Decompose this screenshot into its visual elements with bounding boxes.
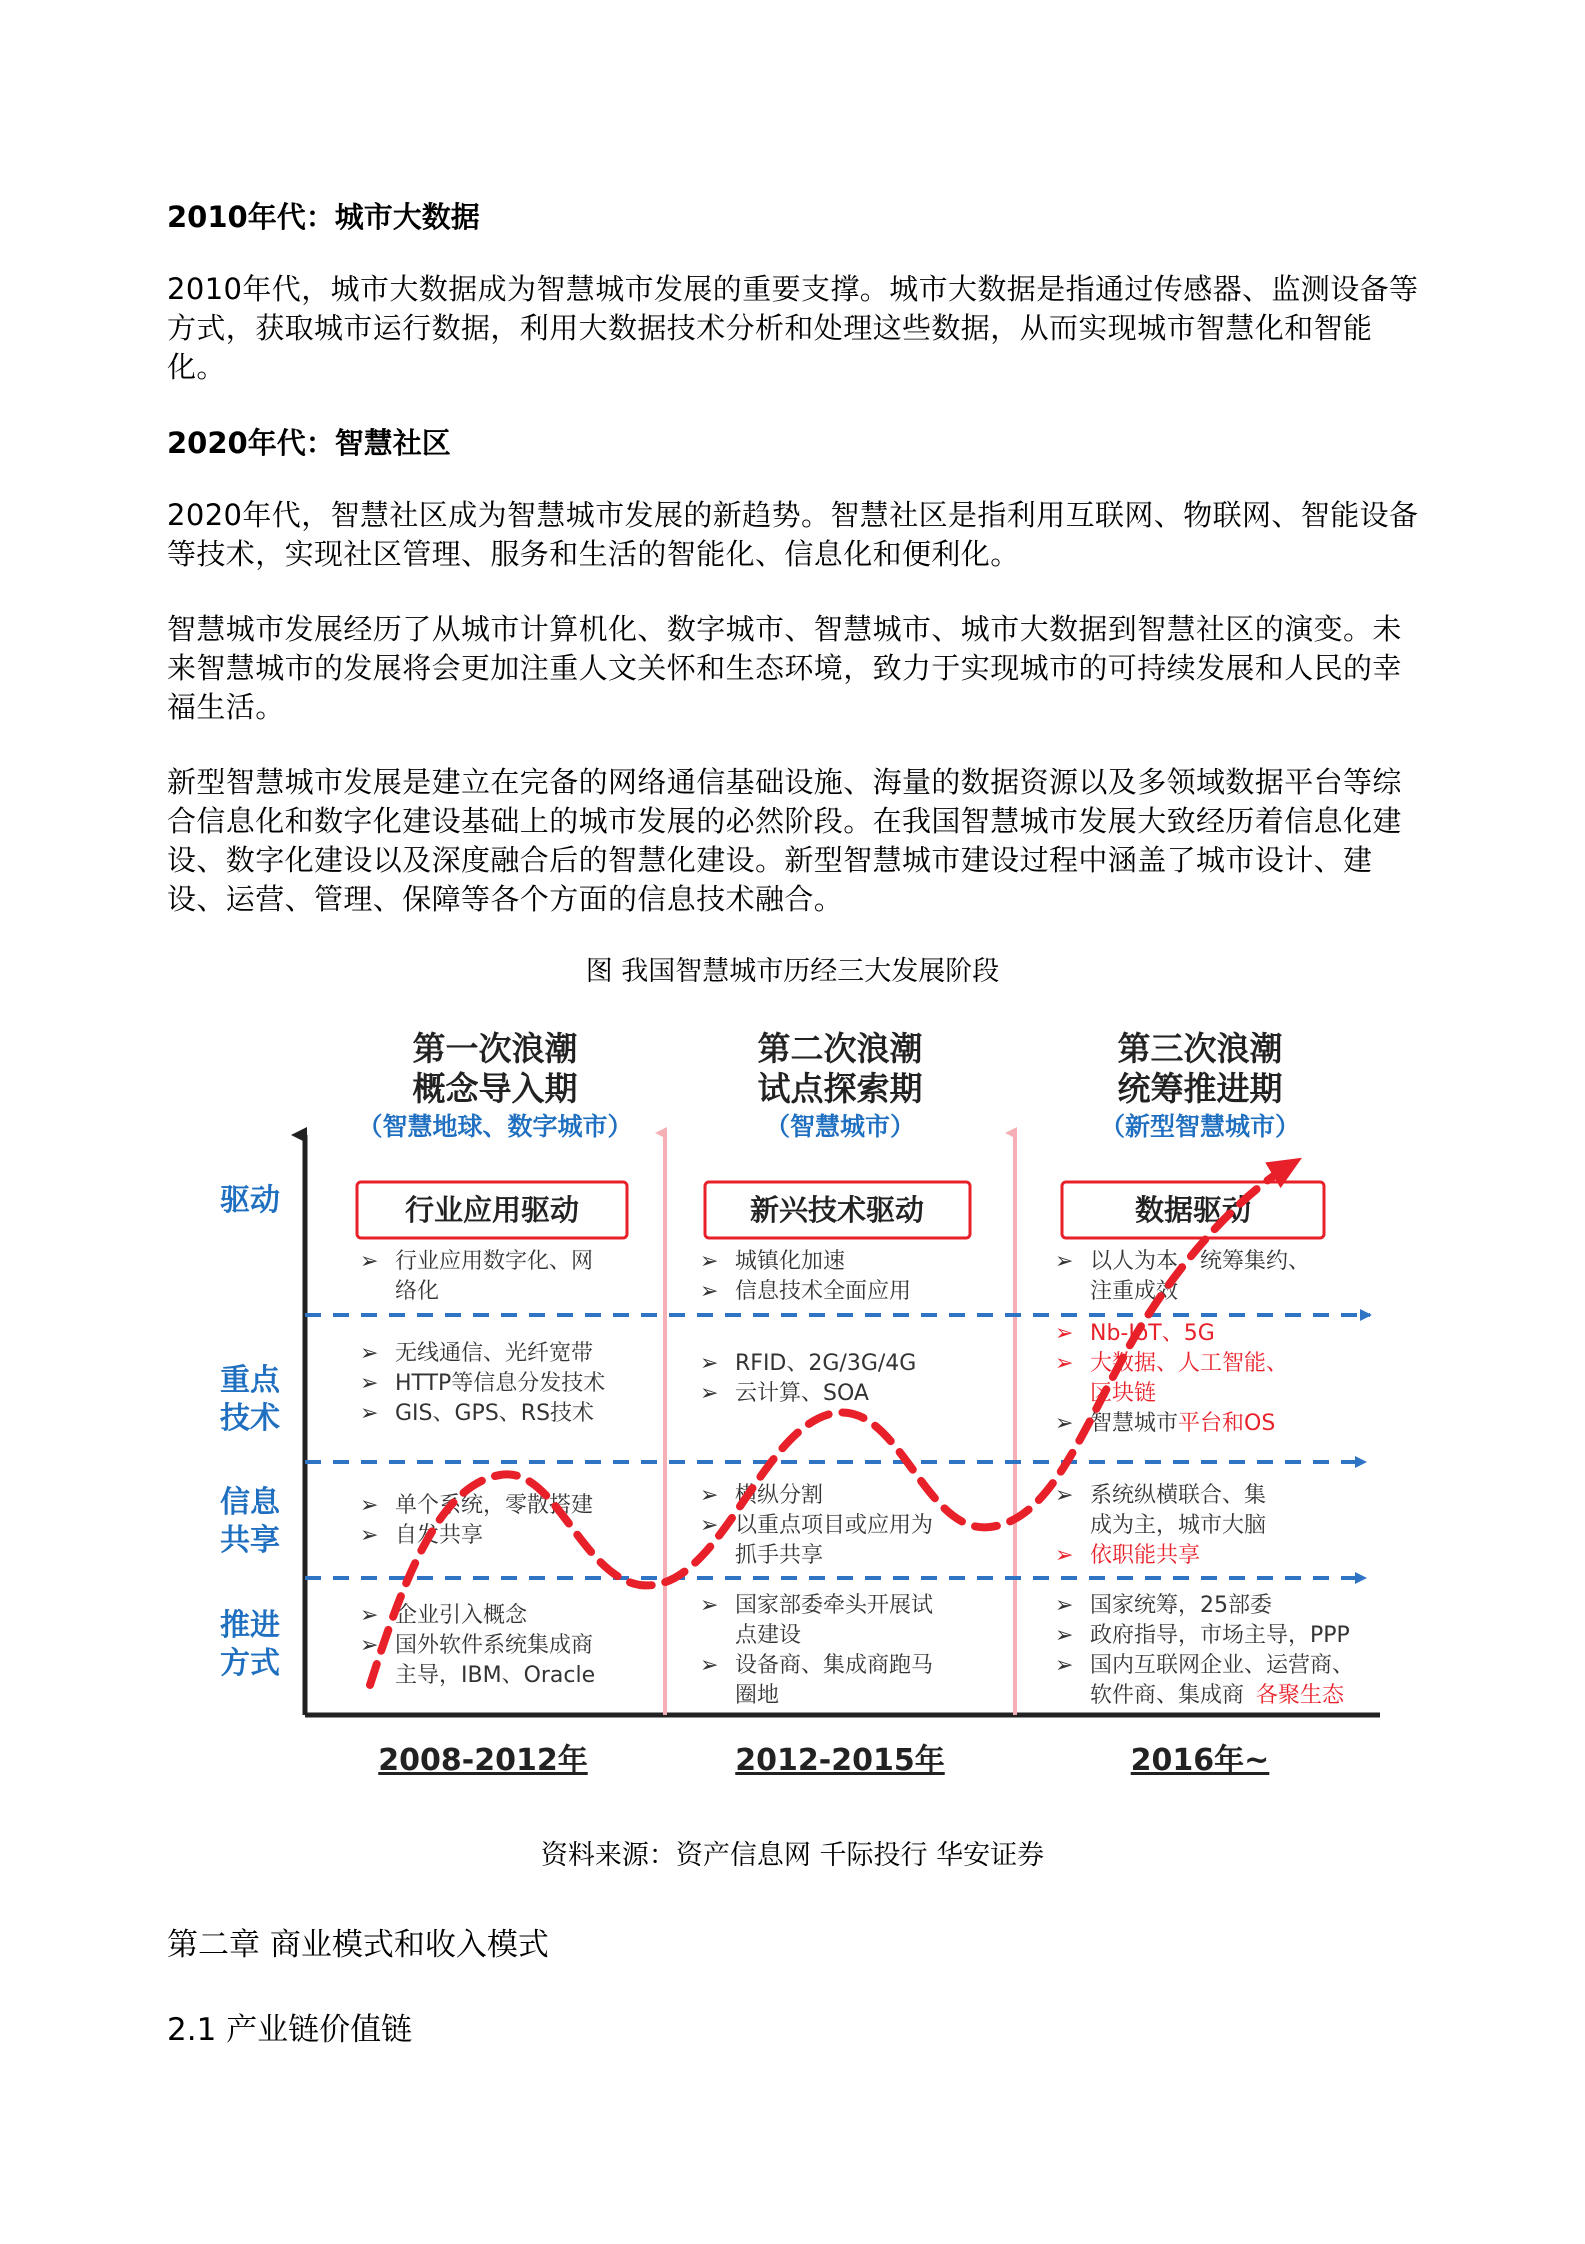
- bullet-icon: ➢: [700, 1279, 719, 1304]
- bullet-icon: ➢: [1055, 1483, 1074, 1508]
- wave2-share-line: 以重点项目或应用为: [735, 1513, 934, 1538]
- wave3-method-line: 国家统筹，25部委: [1090, 1593, 1272, 1618]
- wave1-drive-line: 络化: [395, 1279, 440, 1304]
- wave2-tech-line: 云计算、SOA: [735, 1381, 869, 1406]
- wave1-share-line: 自发共享: [395, 1523, 484, 1548]
- wave1-method-line: 国外软件系统集成商: [395, 1633, 594, 1658]
- row-label-tech-2: 技术: [220, 1401, 280, 1436]
- wave1-tech-line: HTTP等信息分发技术: [395, 1371, 606, 1396]
- wave1-share-line: 单个系统，零散搭建: [395, 1493, 594, 1518]
- wave3-tech-line: Nb-IoT、5G: [1090, 1321, 1215, 1346]
- wave1-method-line: 企业引入概念: [395, 1603, 528, 1628]
- bullet-icon: ➢: [1055, 1593, 1074, 1618]
- heading-2020: 2020年代：智慧社区: [167, 426, 451, 460]
- figure-caption: 图 我国智慧城市历经三大发展阶段: [585, 956, 1000, 987]
- wave3-drive-label: 数据驱动: [1134, 1193, 1252, 1227]
- bullet-icon: ➢: [360, 1401, 379, 1426]
- bullet-icon: ➢: [1055, 1653, 1074, 1678]
- bullet-icon: ➢: [1055, 1249, 1074, 1274]
- wave3-drive-line: 注重成效: [1090, 1279, 1179, 1304]
- bullet-icon: ➢: [360, 1371, 379, 1396]
- bullet-icon: ➢: [700, 1593, 719, 1618]
- wave2-drive-line: 信息技术全面应用: [735, 1279, 912, 1304]
- bullet-icon: ➢: [1055, 1411, 1074, 1436]
- wave1-stage: 概念导入期: [412, 1069, 578, 1108]
- wave2-method-line: 国家部委牵头开展试: [735, 1593, 934, 1618]
- wave2-share-line: 抓手共享: [735, 1543, 824, 1568]
- row-label-method-2: 方式: [220, 1646, 280, 1681]
- figure-source: 资料来源：资产信息网 千际投行 华安证券: [540, 1840, 1045, 1871]
- bullet-icon: ➢: [1055, 1351, 1074, 1376]
- three-waves-figure: [200, 1015, 1400, 1815]
- paragraph-summary: 智慧城市发展经历了从城市计算机化、数字城市、智慧城市、城市大数据到智慧社区的演变。未来智慧城市的发展将会更加注重人文关怀和生态环境，致力于实现城市的可持续发展和人民的幸福生活。: [167, 612, 1402, 724]
- heading-2010: 2010年代：城市大数据: [167, 200, 480, 234]
- wave3-method-line: 政府指导，市场主导，PPP: [1090, 1623, 1350, 1648]
- bullet-icon: ➢: [360, 1633, 379, 1658]
- wave3-share-line: 成为主，城市大脑: [1090, 1513, 1267, 1538]
- wave3-tech-line: 大数据、人工智能、: [1090, 1351, 1289, 1376]
- bullet-icon: ➢: [360, 1493, 379, 1518]
- wave3-tech-line-b: 平台和OS: [1178, 1411, 1276, 1436]
- row-label-method-1: 推进: [220, 1608, 280, 1643]
- wave3-title: 第三次浪潮: [1117, 1029, 1283, 1068]
- paragraph-2010: 2010年代，城市大数据成为智慧城市发展的重要支撑。城市大数据是指通过传感器、监测设备等方式，获取城市运行数据，利用大数据技术分析和处理这些数据，从而实现城市智慧化和智能化。: [167, 272, 1419, 384]
- bullet-icon: ➢: [700, 1513, 719, 1538]
- wave1-method-line: 主导，IBM、Oracle: [395, 1663, 596, 1688]
- wave3-tech-line: 区块链: [1090, 1381, 1157, 1406]
- wave1-drive-label: 行业应用驱动: [404, 1193, 580, 1227]
- chapter-heading: 第二章 商业模式和收入模式: [167, 1927, 549, 1963]
- section-heading: 2.1 产业链价值链: [167, 2012, 413, 2048]
- wave1-tech-line: 无线通信、光纤宽带: [395, 1341, 594, 1366]
- wave1-subtitle: （智慧地球、数字城市）: [357, 1112, 633, 1141]
- bullet-icon: ➢: [700, 1483, 719, 1508]
- bullet-icon: ➢: [1055, 1543, 1074, 1568]
- bullet-icon: ➢: [700, 1351, 719, 1376]
- wave3-subtitle: （新型智慧城市）: [1099, 1112, 1301, 1141]
- bullet-icon: ➢: [360, 1603, 379, 1628]
- bullet-icon: ➢: [360, 1249, 379, 1274]
- wave1-title: 第一次浪潮: [412, 1029, 578, 1068]
- wave1-drive-line: 行业应用数字化、网: [395, 1249, 594, 1274]
- wave3-method-line-a: 软件商、集成商: [1090, 1683, 1245, 1708]
- wave2-drive-line: 城镇化加速: [735, 1249, 846, 1274]
- period-label-3: 2016年~: [1130, 1743, 1270, 1778]
- wave3-drive-line: 以人为本、统筹集约、: [1090, 1249, 1311, 1274]
- wave3-share-line: 系统纵横联合、集: [1090, 1483, 1267, 1508]
- row-label-tech-1: 重点: [220, 1363, 280, 1398]
- period-label-1: 2008-2012年: [378, 1743, 588, 1778]
- row-label-share-1: 信息: [220, 1485, 280, 1520]
- wave2-drive-label: 新兴技术驱动: [749, 1193, 925, 1227]
- period-label-2: 2012-2015年: [735, 1743, 945, 1778]
- bullet-icon: ➢: [700, 1381, 719, 1406]
- wave2-method-line: 点建设: [735, 1623, 802, 1648]
- wave2-title: 第二次浪潮: [757, 1029, 923, 1068]
- wave3-method-line-b: 各聚生态: [1256, 1683, 1345, 1708]
- wave2-method-line: 设备商、集成商跑马: [735, 1653, 934, 1678]
- bullet-icon: ➢: [700, 1653, 719, 1678]
- row-label-drive: 驱动: [220, 1183, 280, 1218]
- wave3-tech-line-a: 智慧城市: [1090, 1411, 1179, 1436]
- wave3-share-line: 依职能共享: [1090, 1543, 1201, 1568]
- wave3-stage: 统筹推进期: [1117, 1069, 1283, 1108]
- wave3-method-line: 国内互联网企业、运营商、: [1090, 1653, 1355, 1678]
- wave2-share-line: 横纵分割: [735, 1483, 824, 1508]
- wave1-tech-line: GIS、GPS、RS技术: [395, 1401, 595, 1426]
- bullet-icon: ➢: [1055, 1321, 1074, 1346]
- wave2-tech-line: RFID、2G/3G/4G: [735, 1351, 917, 1376]
- bullet-icon: ➢: [1055, 1623, 1074, 1648]
- wave2-subtitle: （智慧城市）: [764, 1112, 916, 1141]
- bullet-icon: ➢: [360, 1341, 379, 1366]
- paragraph-2020: 2020年代，智慧社区成为智慧城市发展的新趋势。智慧社区是指利用互联网、物联网、智能设备等技术，实现社区管理、服务和生活的智能化、信息化和便利化。: [167, 498, 1419, 571]
- wave2-method-line: 圈地: [735, 1683, 780, 1708]
- wave2-stage: 试点探索期: [757, 1069, 923, 1108]
- bullet-icon: ➢: [360, 1523, 379, 1548]
- bullet-icon: ➢: [700, 1249, 719, 1274]
- row-label-share-2: 共享: [220, 1523, 280, 1558]
- paragraph-new-smart-city: 新型智慧城市发展是建立在完备的网络通信基础设施、海量的数据资源以及多领域数据平台等综合信息化和数字化建设基础上的城市发展的必然阶段。在我国智慧城市发展大致经历着信息化建设、数字化建设以及深度融合后的智慧化建设。新型智慧城市建设过程中涵盖了城市设计、建设、运营、管理、保障等各个方面的信息技术融合。: [167, 765, 1402, 916]
